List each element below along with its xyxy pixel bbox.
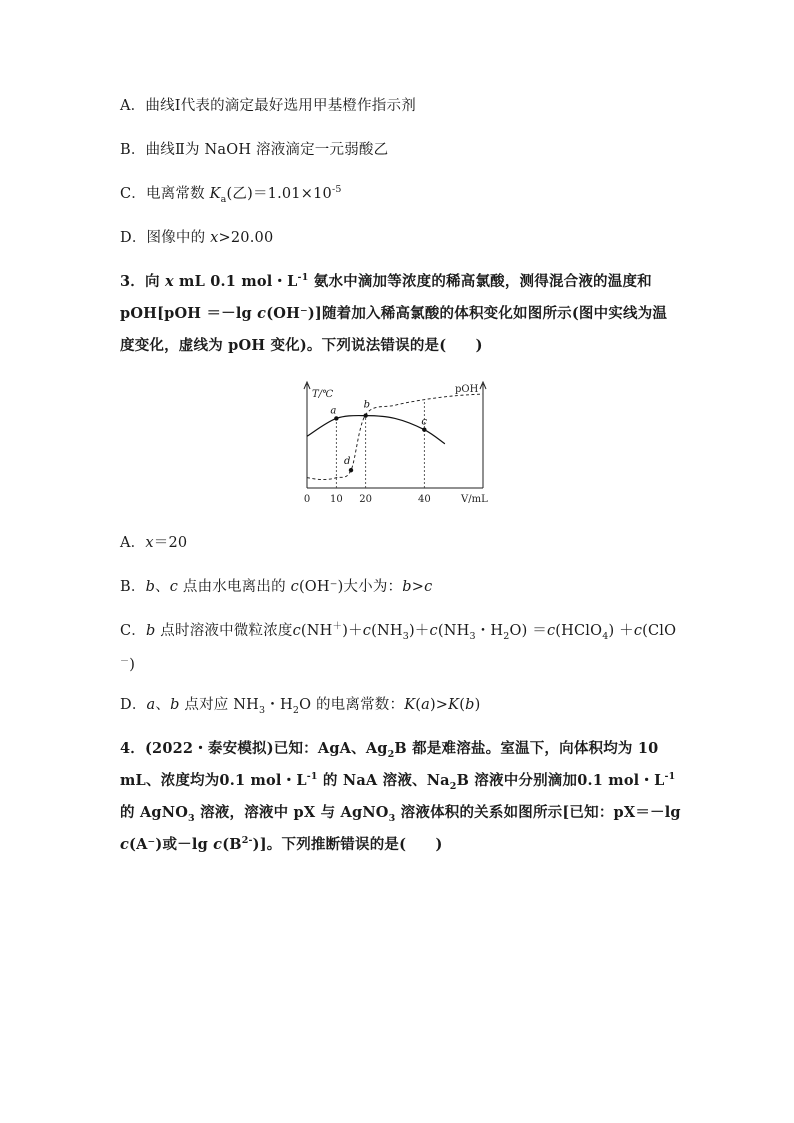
q3-stem-line3: 度变化，虚线为 pOH 变化)。下列说法错误的是( ) xyxy=(120,337,483,354)
q4-stem-line2: mL、浓度均为0.1 mol・$L^{-1}$ 的 NaA 溶液、$Na_2B$ 溶液中分别滴加0.1 mol・$L^{-1}$ xyxy=(120,771,676,792)
point-label-d: d xyxy=(344,456,351,468)
point-b xyxy=(363,413,367,417)
y-axis-right-label: pOH xyxy=(455,384,479,395)
prev-option-d: D．图像中的 x>20.00 xyxy=(120,230,274,246)
point-label-a: a xyxy=(330,405,337,417)
q3-option-a: A．x＝20 xyxy=(120,535,188,551)
prev-option-b: B．曲线Ⅱ为 NaOH 溶液滴定一元弱酸乙 xyxy=(120,142,389,158)
x-tick-label: 0 xyxy=(303,494,311,505)
x-tick-label: 20 xyxy=(359,494,373,505)
x-tick-label: 10 xyxy=(329,494,343,505)
point-d xyxy=(349,468,353,472)
q3-stem-line1: 3．向 x mL 0.1 mol・$L^{-1}$ 氨水中滴加等浓度的稀高氯酸，测得混合液的温度和 xyxy=(120,272,652,290)
q4-stem-line1: 4．(2022・泰安模拟)已知：AgA、$Ag_2B$ 都是难溶盐。室温下，向体积均为 10 xyxy=(120,740,659,760)
point-c xyxy=(422,428,426,432)
q3-stem-line2: pOH[pOH ＝－lg c(OH⁻)]随着加入稀高氯酸的体积变化如图所示(图中实线为温 xyxy=(120,305,668,322)
chart-guides xyxy=(336,400,424,488)
prev-option-c: C．电离常数 $K_a$(乙)$=1.01\times 10^{-5}$ xyxy=(120,184,342,205)
point-label-b: b xyxy=(363,399,371,411)
q3-option-b: B．b、c 点由水电离出的 c(OH⁻)大小为：b>c xyxy=(120,579,433,595)
point-label-c: c xyxy=(421,416,427,428)
chart-labels xyxy=(304,384,488,505)
x-axis-label: V/mL xyxy=(461,494,488,505)
superscript-minus-icon: － xyxy=(120,657,130,667)
q3-figure-chart xyxy=(290,378,510,512)
q4-stem-line4: c(A⁻)或－lg $c(B^{2-})$]。下列推断错误的是( ) xyxy=(120,835,443,853)
prev-option-a: A．曲线Ⅰ代表的滴定最好选用甲基橙作指示剂 xyxy=(120,98,416,114)
x-tick-label: 40 xyxy=(417,494,431,505)
point-a xyxy=(334,416,338,420)
q3-option-c-line1: C．b 点时溶液中微粒浓度$c(NH^+)+c(NH_3)+c(NH_3$・$H_2O$) ＝c(HClO$_4$) ＋c(ClO xyxy=(120,621,677,642)
q3-option-c-line2: －) xyxy=(120,657,136,673)
y-axis-left-label: T/℃ xyxy=(312,389,334,400)
q3-option-d: D．a、b 点对应 $NH_3$・$H_2O$ 的电离常数：K(a)>K(b) xyxy=(120,697,481,716)
q4-stem-line3: 的 AgNO$_3$ 溶液，溶液中 pX 与 AgNO$_3$ 溶液体积的关系如图所示[已知：pX＝－lg xyxy=(120,804,681,824)
